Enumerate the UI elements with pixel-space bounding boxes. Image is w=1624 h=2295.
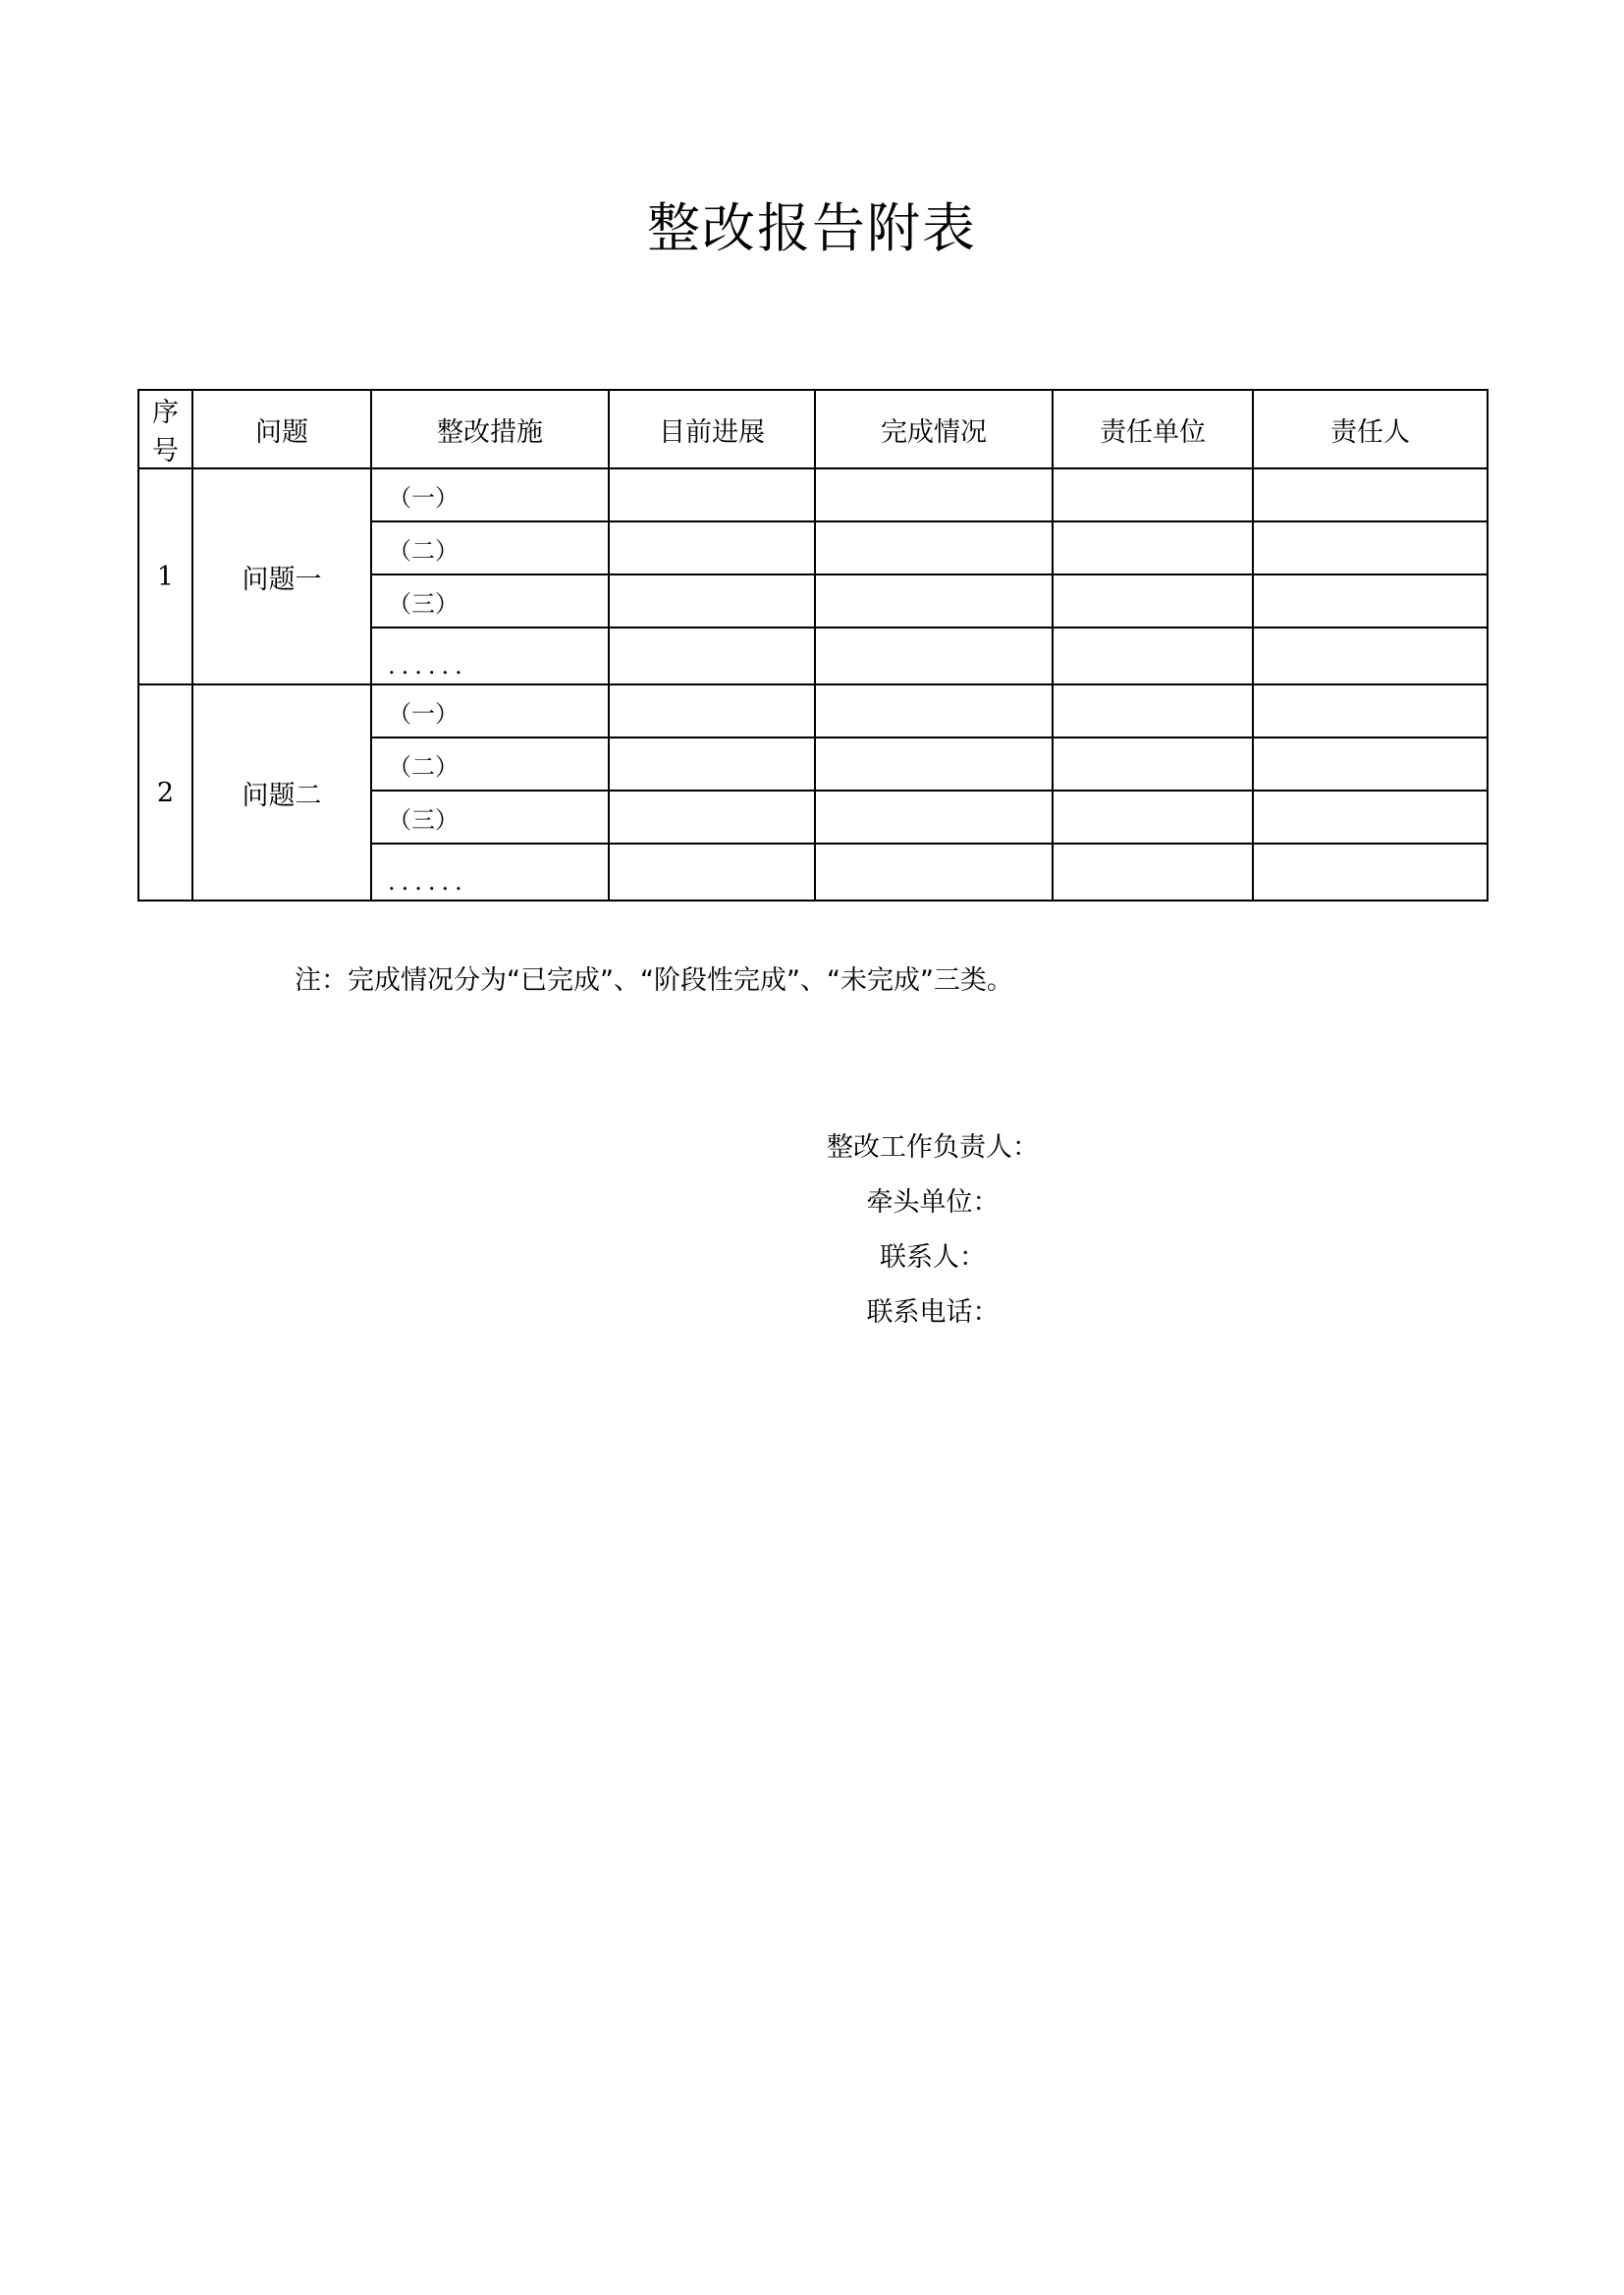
completion-cell <box>815 468 1053 521</box>
completion-cell <box>815 521 1053 574</box>
table-header-row <box>138 390 1488 468</box>
sign-lead-unit: 牵头单位： <box>866 1187 1000 1218</box>
header-progress: 目前进展 <box>609 390 815 468</box>
responsible-person-cell <box>1253 521 1488 574</box>
completion-note: 注：完成情况分为“已完成”、“阶段性完成”、“未完成”三类。 <box>295 965 1013 996</box>
measure-cell: （二） <box>371 738 609 791</box>
table-row <box>138 684 1488 738</box>
measure-cell: （三） <box>371 574 609 628</box>
progress-cell <box>609 684 815 738</box>
responsible-unit-cell <box>1053 628 1253 684</box>
completion-cell <box>815 738 1053 791</box>
measure-cell: ...... <box>371 628 609 684</box>
row-index: 2 <box>138 684 192 901</box>
header-issue: 问题 <box>192 390 371 468</box>
responsible-person-cell <box>1253 844 1488 901</box>
progress-cell <box>609 738 815 791</box>
header-measures: 整改措施 <box>371 390 609 468</box>
responsible-unit-cell <box>1053 574 1253 628</box>
progress-cell <box>609 628 815 684</box>
completion-cell <box>815 574 1053 628</box>
issue-cell: 问题一 <box>192 468 371 684</box>
responsible-person-cell <box>1253 738 1488 791</box>
progress-cell <box>609 574 815 628</box>
measure-cell: ...... <box>371 844 609 901</box>
sign-phone: 联系电话： <box>866 1297 1000 1328</box>
responsible-unit-cell <box>1053 844 1253 901</box>
measure-cell: （一） <box>371 468 609 521</box>
responsible-person-cell <box>1253 791 1488 844</box>
measure-cell: （一） <box>371 684 609 738</box>
completion-cell <box>815 684 1053 738</box>
header-responsible-person: 责任人 <box>1253 390 1488 468</box>
responsible-unit-cell <box>1053 684 1253 738</box>
issue-cell: 问题二 <box>192 684 371 901</box>
progress-cell <box>609 791 815 844</box>
header-completion: 完成情况 <box>815 390 1053 468</box>
progress-cell <box>609 468 815 521</box>
progress-cell <box>609 521 815 574</box>
page-title: 整改报告附表 <box>647 197 977 259</box>
header-index: 序号 <box>138 390 192 468</box>
row-index: 1 <box>138 468 192 684</box>
responsible-person-cell <box>1253 468 1488 521</box>
responsible-person-cell <box>1253 628 1488 684</box>
table-row <box>138 468 1488 521</box>
measure-cell: （二） <box>371 521 609 574</box>
rectification-table <box>137 389 1489 902</box>
header-responsible-unit: 责任单位 <box>1053 390 1253 468</box>
responsible-person-cell <box>1253 684 1488 738</box>
responsible-person-cell <box>1253 574 1488 628</box>
responsible-unit-cell <box>1053 791 1253 844</box>
completion-cell <box>815 628 1053 684</box>
responsible-unit-cell <box>1053 738 1253 791</box>
responsible-unit-cell <box>1053 468 1253 521</box>
sign-leader: 整改工作负责人： <box>827 1132 1039 1163</box>
completion-cell <box>815 844 1053 901</box>
sign-contact: 联系人： <box>880 1242 986 1273</box>
responsible-unit-cell <box>1053 521 1253 574</box>
progress-cell <box>609 844 815 901</box>
measure-cell: （三） <box>371 791 609 844</box>
completion-cell <box>815 791 1053 844</box>
